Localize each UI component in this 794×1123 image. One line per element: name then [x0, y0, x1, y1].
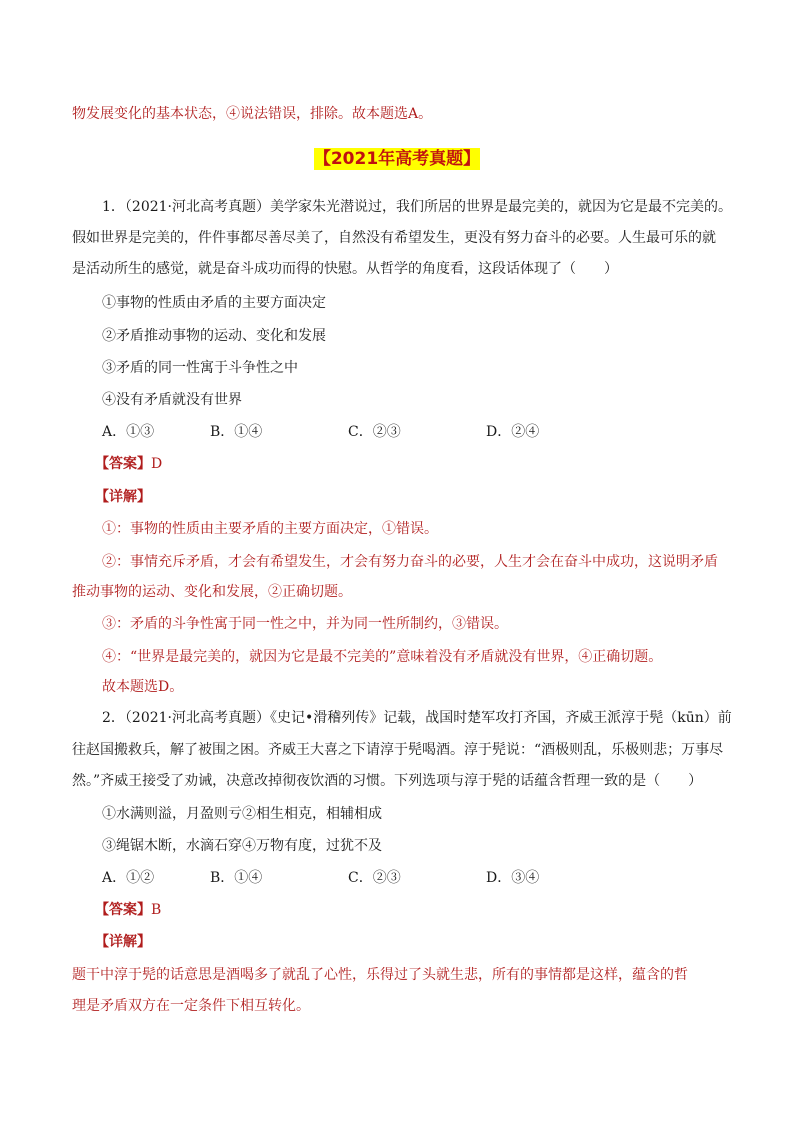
q2-option-1: ①水满则溢，月盈则亏②相生相克，相辅相成	[102, 806, 382, 822]
q1-answer-value: D	[151, 456, 163, 472]
q1-stem-line-1: 1．（2021·河北高考真题）美学家朱光潜说过，我们所居的世界是最完美的，就因为它是最不完美的。	[102, 199, 732, 215]
section-title-highlight: 【2021年高考真题】	[313, 149, 481, 169]
q1-explanation-3: 推动事物的运动、变化和发展，②正确切题。	[72, 584, 352, 600]
q1-option-3: ③矛盾的同一性寓于斗争性之中	[102, 360, 298, 376]
q1-explanation-1: ①：事物的性质由主要矛盾的主要方面决定，①错误。	[102, 521, 438, 537]
q1-answer-label: 【答案】	[95, 456, 151, 472]
q2-stem-line-1: 2．（2021·河北高考真题）《史记•滑稽列传》记载，战国时楚军攻打齐国，齐威王派淳于髡（kūn）前	[102, 710, 732, 726]
q1-answer	[95, 454, 162, 474]
q2-answer	[95, 900, 161, 920]
q2-choices	[102, 868, 702, 888]
q2-stem-line-2: 往赵国搬救兵，解了被围之困。齐威王大喜之下请淳于髡喝酒。淳于髡说：“酒极则乱，乐极则悲；万事尽	[72, 742, 724, 758]
q1-stem-line-3: 是活动所生的感觉，就是奋斗成功而得的快慰。从哲学的角度看，这段话体现了（ ）	[72, 261, 618, 277]
q2-detail-label: 【详解】	[95, 934, 151, 950]
q1-detail-label: 【详解】	[95, 489, 151, 505]
section-title	[0, 147, 794, 171]
q1-conclusion: 故本题选D。	[102, 679, 184, 695]
q1-explanation-4: ③：矛盾的斗争性寓于同一性之中，并为同一性所制约，③错误。	[102, 616, 508, 632]
q2-choice-a: A．①②	[102, 870, 155, 886]
q1-option-1: ①事物的性质由矛盾的主要方面决定	[102, 295, 326, 311]
q2-choice-c: C．②③	[348, 870, 401, 886]
previous-answer-tail: 物发展变化的基本状态，④说法错误，排除。故本题选A。	[72, 106, 433, 122]
q1-option-2: ②矛盾推动事物的运动、变化和发展	[102, 328, 326, 344]
q1-explanation-2: ②：事情充斥矛盾，才会有希望发生，才会有努力奋斗的必要，人生才会在奋斗中成功，这说明矛盾	[102, 554, 718, 570]
q1-choice-a: A．①③	[102, 424, 155, 440]
q1-explanation-5: ④：“世界是最完美的，就因为它是最不完美的”意味着没有矛盾就没有世界，④正确切题。	[102, 649, 663, 665]
q2-stem-line-3: 然。”齐威王接受了劝诫，决意改掉彻夜饮酒的习惯。下列选项与淳于髡的话蕴含哲理一致的是（ ）	[72, 773, 703, 789]
q2-choice-d: D．③④	[486, 870, 540, 886]
q2-option-2: ③绳锯木断，水滴石穿④万物有度，过犹不及	[102, 838, 382, 854]
q1-option-4: ④没有矛盾就没有世界	[102, 392, 242, 408]
q2-answer-value: B	[151, 902, 162, 918]
q2-explanation-2: 理是矛盾双方在一定条件下相互转化。	[72, 998, 310, 1014]
q1-choice-d: D．②④	[486, 424, 540, 440]
q2-answer-label: 【答案】	[95, 902, 151, 918]
q2-choice-b: B．①④	[210, 870, 263, 886]
q1-choice-c: C．②③	[348, 424, 401, 440]
q1-choice-b: B．①④	[210, 424, 263, 440]
q2-explanation-1: 题干中淳于髡的话意思是酒喝多了就乱了心性，乐得过了头就生悲，所有的事情都是这样，蕴含的哲	[72, 967, 688, 983]
q1-choices	[102, 422, 702, 442]
q1-stem-line-2: 假如世界是完美的，件件事都尽善尽美了，自然没有希望发生，更没有努力奋斗的必要。人生最可乐的就	[72, 230, 716, 246]
